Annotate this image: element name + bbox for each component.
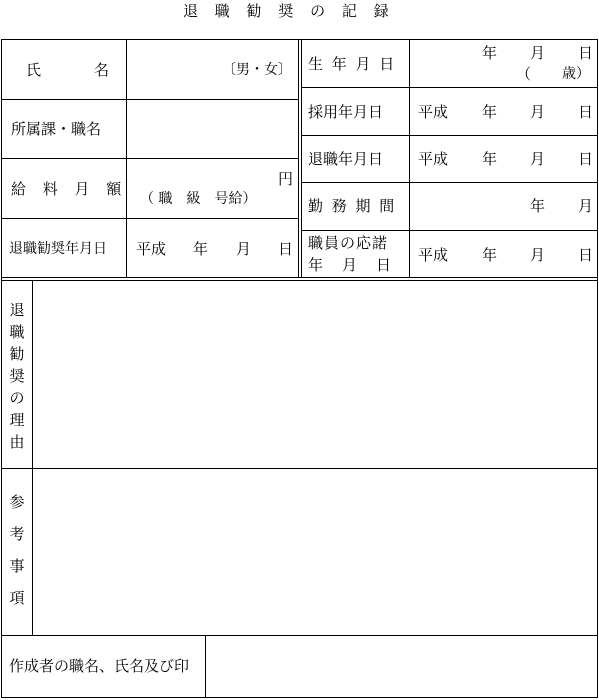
author-field[interactable] [206, 636, 597, 697]
author-label: 作成者の職名、氏名及び印 [9, 657, 190, 675]
response-date-label-1: 職員の応諾 [308, 234, 389, 252]
response-date-hi: 日 [578, 246, 594, 264]
retire-date-heisei: 平成 [418, 150, 449, 168]
retire-date-nen: 年 [482, 150, 498, 168]
response-date-nen: 年 [482, 246, 498, 264]
recommend-date-tsuki: 月 [236, 240, 252, 258]
recommend-date-hi: 日 [278, 240, 294, 258]
age-open-paren: （ [516, 65, 532, 83]
birth-date-label: 生 年 月 日 [308, 55, 397, 73]
service-period-label: 勤 務 期 間 [308, 197, 397, 215]
response-date-tsuki: 月 [530, 246, 546, 264]
reference-label: 参考事項 [9, 493, 25, 607]
salary-field[interactable] [127, 159, 298, 218]
hire-date-hi: 日 [578, 103, 594, 121]
document-title: 退 職 勧 奨 の 記 録 [183, 2, 395, 20]
reason-label: 退職勧奨の理由 [9, 301, 25, 451]
retire-date-label: 退職年月日 [308, 150, 384, 168]
service-tsuki: 月 [578, 197, 594, 215]
retire-date-hi: 日 [578, 150, 594, 168]
upper-block-divider-1 [1, 277, 598, 278]
name-label: 氏 名 [26, 61, 112, 79]
service-period-field[interactable] [410, 183, 597, 230]
salary-yen-unit: 円 [278, 170, 294, 188]
gender-select[interactable]: 〔男・女〕 [222, 62, 292, 78]
salary-label: 給 料 月 額 [11, 180, 128, 198]
dept-title-field[interactable] [127, 100, 298, 158]
age-unit: 歳） [562, 66, 590, 82]
hire-date-nen: 年 [482, 103, 498, 121]
table-border-bottom [1, 697, 598, 698]
table-border-left [1, 39, 2, 698]
retire-date-tsuki: 月 [530, 150, 546, 168]
service-nen: 年 [530, 197, 546, 215]
hire-date-label: 採用年月日 [308, 103, 384, 121]
birth-nen: 年 [482, 44, 498, 62]
half-divider-2 [301, 39, 302, 278]
recommend-date-heisei: 平成 [136, 240, 167, 258]
response-date-heisei: 平成 [418, 246, 449, 264]
reason-field[interactable] [33, 281, 597, 468]
hire-date-tsuki: 月 [530, 103, 546, 121]
birth-hi: 日 [578, 44, 594, 62]
table-border-right [597, 39, 598, 698]
dept-title-label: 所属課・職名 [11, 120, 102, 138]
salary-grade: （ 職 級 号給） [140, 191, 257, 207]
birth-tsuki: 月 [530, 44, 546, 62]
hire-date-heisei: 平成 [418, 103, 449, 121]
reference-field[interactable] [33, 469, 597, 635]
recommend-date-label: 退職勧奨年月日 [9, 241, 107, 257]
response-date-label-2: 年 月 日 [308, 256, 394, 274]
recommend-date-nen: 年 [193, 240, 209, 258]
